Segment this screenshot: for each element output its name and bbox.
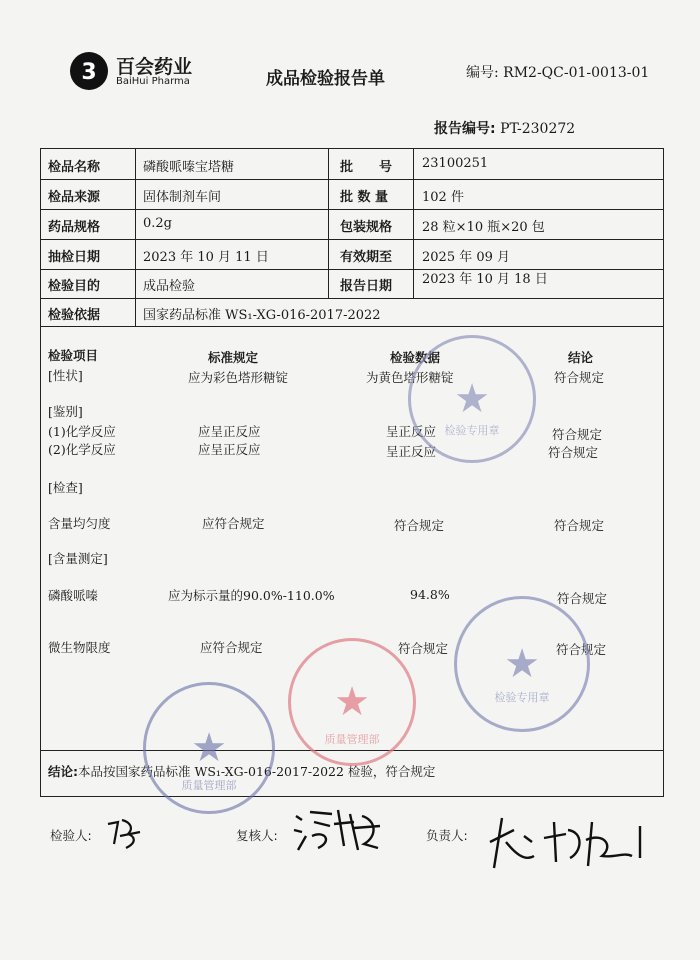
source-value: 固体制剂车间 [143,190,222,205]
chem2-conclusion: 符合规定 [548,445,599,460]
source-label: 检品来源 [48,190,101,205]
report-number [434,118,575,138]
basis-label: 检验依据 [48,308,101,323]
basis-value: 国家药品标准 WS₁-XG-016-2017-2022 [143,308,381,323]
chem1-conclusion: 符合规定 [552,427,603,442]
col-conclusion-header: 结论 [568,350,594,365]
inspector-signature [104,816,144,859]
quality-dept-seal-blue [143,682,275,814]
conclusion-label: 结论: [48,764,78,779]
appearance-section: [性状] [48,368,83,383]
chem2-standard: 应呈正反应 [198,442,261,457]
appearance-conclusion: 符合规定 [554,370,605,385]
table-border-bottom [40,796,664,797]
spec-value: 0.2g [143,216,172,231]
company-name-en: BaiHui Pharma [116,76,190,87]
table-rule [413,148,414,298]
seal-star-icon: ★ [504,641,540,687]
sample-date-value: 2023 年 10 月 11 日 [143,250,269,265]
package-label: 包装规格 [340,220,393,235]
assay-data: 94.8% [410,587,450,602]
expiry-value: 2025 年 09 月 [422,250,511,265]
purpose-value: 成品检验 [143,279,196,294]
assay-item: 磷酸哌嗪 [48,588,99,603]
report-number-label: 报告编号: [434,121,496,137]
seal-inner-text: 质量管理部 [324,733,380,746]
uniformity-item: 含量均匀度 [48,516,111,531]
chem1-item: (1)化学反应 [48,424,116,439]
package-value: 28 粒×10 瓶×20 包 [422,220,545,235]
inspection-seal [408,335,536,463]
table-border-right [663,148,664,796]
sample-date-label: 抽检日期 [48,250,101,265]
report-number-value: PT-230272 [500,121,576,137]
table-rule [40,269,664,270]
responsible-signature [484,812,664,876]
table-rule [40,326,664,327]
chem2-data: 呈正反应 [386,444,437,459]
quality-dept-seal-red [288,638,416,766]
table-rule [40,209,664,210]
table-rule [40,179,664,180]
col-standard-header: 标准规定 [208,350,259,365]
appearance-standard: 应为彩色塔形糖锭 [188,370,289,385]
uniformity-standard: 应符合规定 [202,516,265,531]
uniformity-data: 符合规定 [394,518,445,533]
reviewer-label: 复核人: [236,828,278,843]
batch-label: 批 号 [340,160,393,175]
chem1-data: 呈正反应 [386,424,437,439]
expiry-label: 有效期至 [340,250,393,265]
seal-star-icon: ★ [191,725,227,771]
seal-inner-text: 质量管理部 [181,779,237,792]
identification-section: [鉴别] [48,404,83,419]
quantity-value: 102 件 [422,190,464,205]
document-title: 成品检验报告单 [266,69,385,89]
document-number: 编号: RM2-QC-01-0013-01 [466,65,650,81]
svg-text:3: 3 [81,60,97,85]
appearance-data: 为黄色塔形糖锭 [366,370,454,385]
name-label: 检品名称 [48,160,101,175]
inspector-label: 检验人: [50,828,92,843]
report-date-label: 报告日期 [340,279,393,294]
table-rule [328,148,329,298]
table-border-left [40,148,41,796]
seal-star-icon: ★ [454,376,490,422]
inspection-seal-2 [454,596,590,732]
uniformity-conclusion: 符合规定 [554,518,605,533]
reviewer-signature [292,806,384,858]
batch-value: 23100251 [422,156,489,171]
table-rule [40,298,664,299]
check-section: [检查] [48,480,83,495]
assay-section: [含量测定] [48,551,108,566]
seal-inner-text: 检验专用章 [444,424,500,437]
name-value: 磷酸哌嗪宝塔糖 [143,160,235,175]
seal-star-icon: ★ [334,679,370,725]
purpose-label: 检验目的 [48,279,101,294]
assay-conclusion: 符合规定 [557,591,608,606]
seal-inner-text: 检验专用章 [494,691,550,704]
report-date-value: 2023 年 10 月 18 日 [422,272,548,287]
quantity-label: 批 数 量 [340,190,389,205]
table-rule [40,239,664,240]
logo-mark-icon [70,52,108,90]
responsible-label: 负责人: [426,828,468,843]
table-rule [135,148,136,326]
assay-standard: 应为标示量的90.0%-110.0% [168,588,335,603]
col-item-header: 检验项目 [48,348,99,363]
chem2-item: (2)化学反应 [48,442,116,457]
table-border-top [40,148,664,149]
micro-data: 符合规定 [398,641,449,656]
micro-standard: 应符合规定 [200,640,263,655]
conclusion-text: 本品按国家药品标准 WS₁-XG-016-2017-2022 检验，符合规定 [78,764,436,779]
company-name-cn: 百会药业 [116,56,193,78]
col-data-header: 检验数据 [390,350,441,365]
micro-conclusion: 符合规定 [556,642,607,657]
company-logo [70,48,220,98]
micro-item: 微生物限度 [48,640,111,655]
spec-label: 药品规格 [48,220,101,235]
chem1-standard: 应呈正反应 [198,424,261,439]
